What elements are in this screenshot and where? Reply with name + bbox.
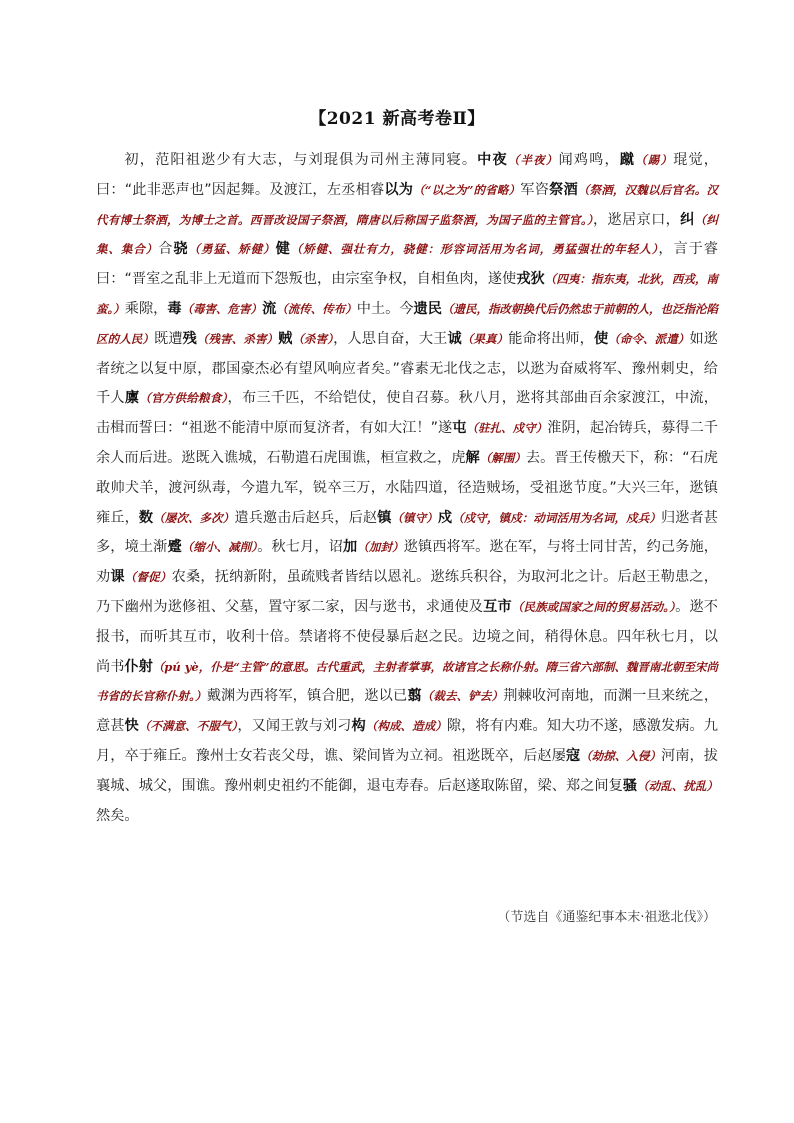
annotation-note: （不满意、不服气） [138,719,238,734]
key-term: 仆射 [124,658,153,675]
annotation-note: （屡次、多次） [153,510,235,525]
annotation-note: （杀害） [292,331,334,346]
annotation-note: （pú yè，仆是“主管”的意思。古代重武，主射者掌事，故诸官之长称仆射。隋三省六部制、魏晋南北朝至宋尚书省的长官称仆射。） [96,659,718,704]
annotation-note: （“以之为”的省略） [413,182,521,197]
annotation-note: （构成、造成） [365,719,447,734]
key-term: 课 [110,569,125,586]
passage-text: 隙，将有内难。知大功不遂，感激发病。九月，卒于雍丘。豫州士女若丧父母，谯、梁间皆为立祠。祖逖既卒，后赵屡 [96,718,718,764]
classical-passage [96,146,718,831]
source-citation: （节选自《通鉴纪事本末·祖逖北伐》） [497,910,716,925]
key-term: 戎狄 [516,271,545,288]
passage-text: 然矣。 [96,807,139,824]
annotation-note: （加封） [357,540,404,555]
key-term: 蹙 [167,539,182,556]
passage-text: 。秋七月，诏 [257,539,343,556]
passage-text: 合 [158,241,174,258]
passage-text: 去。晋王传檄天下，称：“石虎敢帅犬羊，渡河纵毒，今遣九军，锐卒三万，水陆四道，径造贼场，受祖逖节度。”大兴三年，逖镇雍丘， [96,449,718,526]
passage-text: ，布三千匹，不给铠仗，使自召募。秋八月，逖将其部曲百余家渡江，中流，击楫而誓曰：“祖逖不能清中原而复济者，有如大江！”遂 [96,390,718,437]
key-term: 贼 [278,330,293,347]
passage-text: 遣兵邀击后赵兵，后赵 [234,509,378,526]
passage-text: 归逖者甚多，境土渐 [96,509,718,556]
annotation-note: （督促） [124,570,172,585]
key-term: 健 [275,241,291,258]
passage-text: 既遭 [154,330,183,347]
annotation-note: （镇守） [391,510,438,525]
key-term: 解 [465,449,480,466]
annotation-note: （半夜） [507,153,559,167]
key-term: 廪 [124,390,140,407]
annotation-note: （流传、传布） [276,301,357,316]
annotation-note: （毒害、危害） [181,301,263,316]
key-term: 蹴 [619,152,636,168]
annotation-note: （驻扎、戍守） [466,421,548,436]
annotation-note: （残害、杀害） [196,331,279,346]
key-term: 遗民 [413,300,442,317]
annotation-note: （民族或国家之间的贸易活动。） [511,599,676,614]
annotation-note: （官方供给粮食） [139,391,228,406]
key-term: 构 [351,718,366,735]
key-term: 流 [262,300,277,317]
key-term: 加 [342,539,358,556]
passage-text: 琨觉，曰：“此非恶声也”因起舞。及渡江，左丞相睿 [96,152,718,198]
annotation-note: （劫掠、入侵） [580,748,662,763]
passage-text: 戴渊为西将军，镇合肥，逖以已 [206,688,408,705]
passage-text: ，言于睿曰：“晋室之乱非上无道而下怨叛也，由宗室争权，自相鱼肉，遂使 [96,241,718,288]
annotation-note: （遗民，指改朝换代后仍然忠于前朝的人，也泛指沦陷区的人民） [96,301,718,346]
key-term: 毒 [167,300,182,317]
annotation-note: （四夷：指东夷，北狄，西戎，南蛮。） [96,272,718,316]
annotation-note: （勇猛、矫健） [188,242,276,257]
passage-text: 闻鸡鸣， [558,152,620,168]
passage-text: 河南，拔襄城、城父，围谯。豫州刺史祖约不能御，退屯寿春。后赵遂取陈留，梁、郑之间复 [96,747,718,794]
key-term: 中夜 [477,152,508,168]
passage-text: 逖镇西将军。逖在军，与将士同甘苦，约己务施，劝 [96,539,718,586]
passage-text: 农桑，抚纳新附，虽疏贱者皆结以恩礼。逖练兵积谷，为取河北之计。后赵王勒患之，乃下幽州为逖修祖、父墓，置守冢二家，因与逖书，求通使及 [96,569,718,615]
key-term: 祭酒 [549,181,578,198]
passage-text: 军咨 [520,181,550,198]
annotation-note: （动乱、扰乱） [637,778,718,793]
key-term: 镇 [377,509,392,526]
annotation-note: （戍守，镇戍：动词活用为名词，戍兵） [452,510,661,525]
key-term: 数 [138,509,154,526]
passage-text: 乘隙， [124,300,168,317]
key-term: 纠 [680,211,695,228]
key-term: 骁 [173,241,189,258]
annotation-note: （缩小、减削） [181,540,258,555]
page-title: 【2021 新高考卷Ⅱ】 [309,109,485,129]
passage-text: 初，范阳祖逖少有大志，与刘琨俱为司州主薄同寝。 [124,152,478,168]
passage-text: 。逖不报书，而听其互市，收利十倍。禁诸将不使侵暴后赵之民。边境之间，稍得休息。四年秋七月，以尚书 [96,598,718,675]
key-term: 骚 [622,777,638,794]
passage-text: 能命将出师， [508,330,594,347]
key-term: 使 [593,330,609,347]
passage-text: 中土。今 [356,300,414,317]
annotation-note: （裁去、铲去） [421,689,504,704]
key-term: 以为 [384,181,414,198]
passage-text: 荆棘收河南地，而渊一旦来统之，意甚 [96,688,719,735]
annotation-note: （纠集、集合） [96,212,718,257]
key-term: 诚 [447,330,462,347]
annotation-note: （命令、派遣） [608,331,690,346]
key-term: 翦 [407,688,422,705]
annotation-note: （祭酒，汉魏以后官名。汉代有博士祭酒，为博士之首。西晋改设国子祭酒，隋唐以后称国子监祭酒，为国子监的主管官。） [96,182,718,227]
key-term: 快 [124,718,139,735]
key-term: 屯 [452,420,467,437]
annotation-note: （矫健、强壮有力，骁健：形容词活用为名词，勇猛强壮的年轻人） [290,242,659,257]
passage-text: ，又闻王敦与刘刁 [237,718,352,735]
key-term: 寇 [565,747,581,764]
key-term: 戍 [437,509,453,526]
passage-text: 如逖者统之以复中原，郡国豪杰必有望风响应者矣。”睿素无北伐之志，以逖为奋威将军、豫州刺史，给千人 [96,330,718,407]
passage-text: ，人思自奋，大王 [333,330,448,347]
key-term: 残 [182,330,197,347]
passage-text: ，逖居京口， [593,211,681,228]
passage-text: 淮阴，起冶铸兵，募得二千余人而后进。逖既入谯城，石勒遣石虎围谯，桓宣救之，虎 [96,420,718,466]
annotation-note: （果真） [461,331,509,346]
key-term: 互市 [483,598,512,615]
annotation-note: （解围） [479,450,526,465]
annotation-note: （踢） [635,153,674,167]
